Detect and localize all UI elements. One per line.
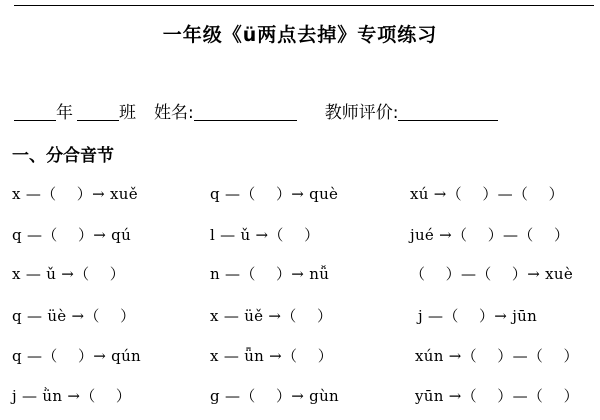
- teacher-eval-blank[interactable]: [398, 102, 498, 121]
- exercise-item: xún →（ ）—（ ）: [415, 347, 579, 365]
- teacher-eval-label: 教师评价:: [324, 103, 399, 123]
- exercise-item: j — ǜn →（ ）: [12, 387, 132, 405]
- exercise-item: j —（ ）→ jūn: [418, 307, 538, 325]
- exercise-item: q —（ ）→ què: [210, 185, 339, 203]
- exercise-item: q —（ ）→ qún: [12, 347, 141, 365]
- exercise-item: xú →（ ）—（ ）: [410, 185, 564, 203]
- name-label: 姓名:: [154, 103, 194, 123]
- name-blank[interactable]: [194, 102, 297, 121]
- exercise-item: x — üě →（ ）: [210, 307, 333, 325]
- exercise-item: x —（ ）→ xuě: [12, 185, 138, 203]
- exercise-item: （ ）—（ ）→ xuè: [410, 265, 574, 283]
- exercise-item: n —（ ）→ nǚ: [210, 265, 330, 283]
- worksheet-title: 一年级《ü两点去掉》专项练习: [162, 24, 438, 46]
- exercise-item: q —（ ）→ qú: [12, 226, 132, 244]
- exercise-item: x — ǔ →（ ）: [12, 265, 126, 283]
- section-title: 一、分合音节: [12, 146, 114, 166]
- exercise-item: jué →（ ）—（ ）: [410, 226, 570, 244]
- top-rule: [14, 5, 594, 6]
- exercise-item: q — üè →（ ）: [12, 307, 136, 325]
- year-label: 年: [56, 103, 73, 123]
- exercise-item: yūn →（ ）—（ ）: [415, 387, 579, 405]
- exercise-item: x — ǖn →（ ）: [210, 347, 334, 365]
- exercise-item: l — ǔ →（ ）: [210, 226, 320, 244]
- class-label: 班: [119, 103, 136, 123]
- exercise-item: g —（ ）→ gùn: [210, 387, 339, 405]
- year-blank[interactable]: [14, 102, 56, 121]
- student-info-line: [14, 98, 498, 123]
- class-blank[interactable]: [77, 102, 119, 121]
